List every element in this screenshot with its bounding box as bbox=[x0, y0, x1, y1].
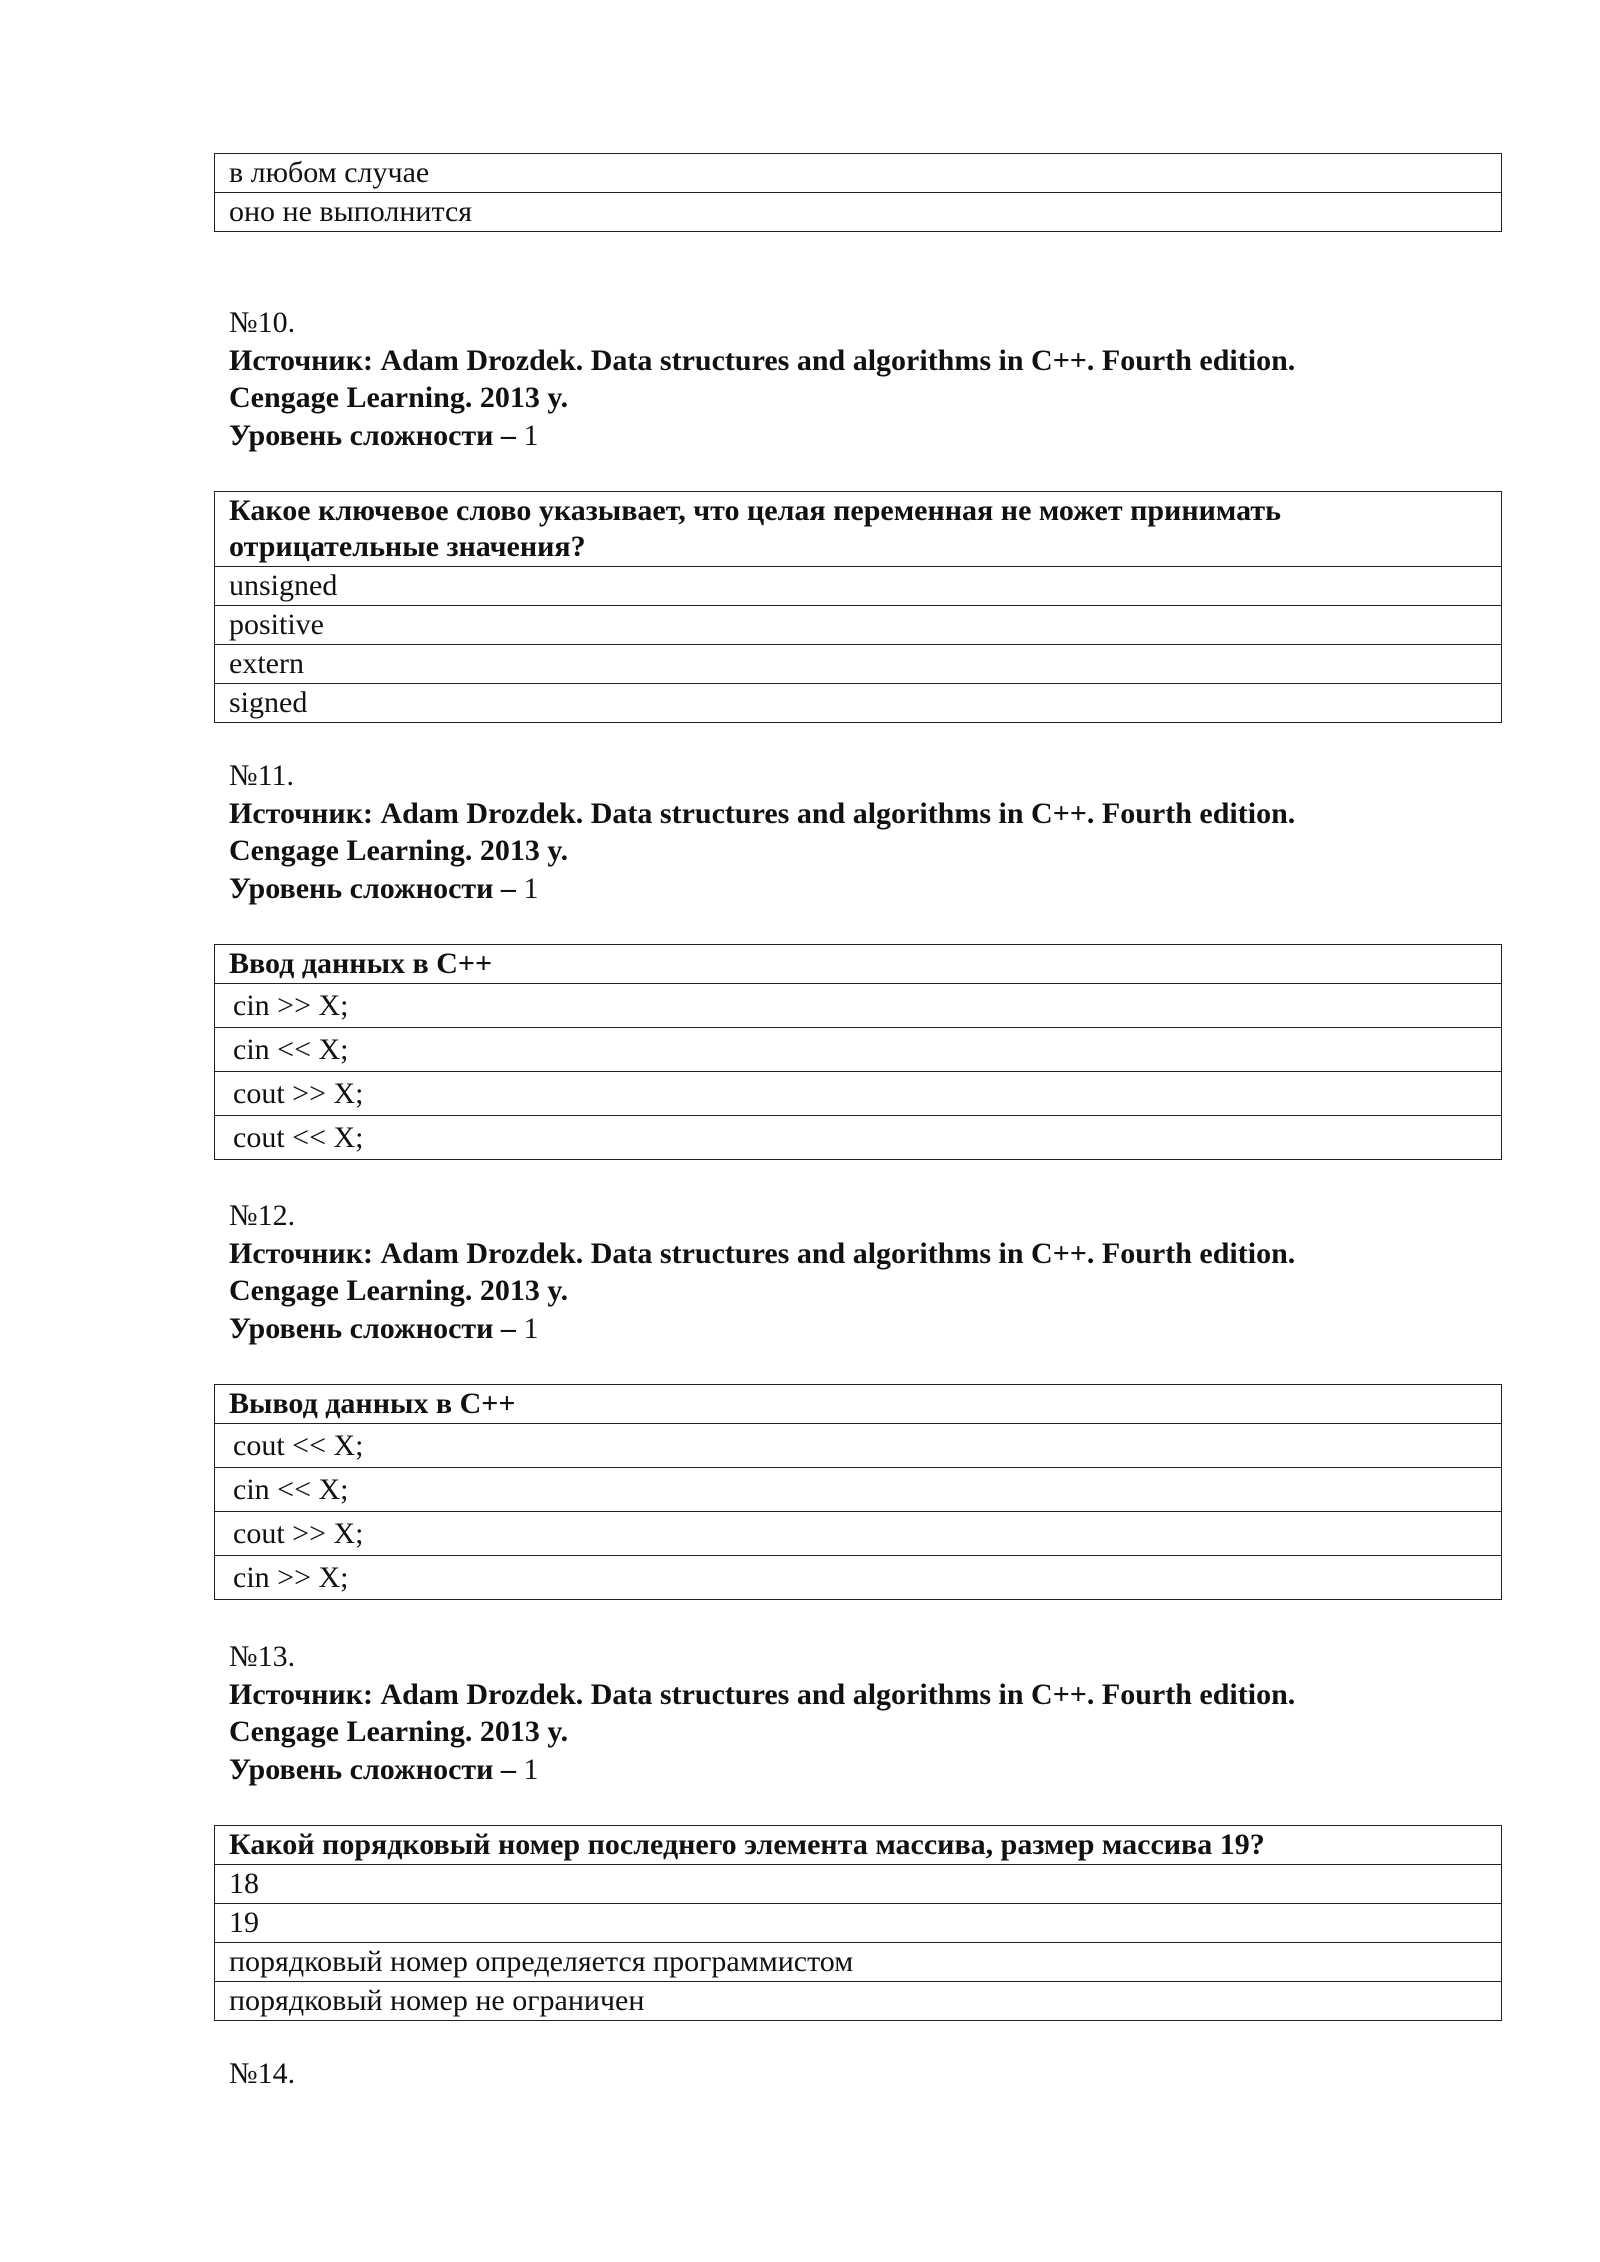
answer-option: cout << X; bbox=[215, 1116, 1502, 1160]
answer-option: 19 bbox=[215, 1904, 1502, 1943]
level-label: Уровень сложности – bbox=[229, 1311, 516, 1345]
answer-option: в любом случае bbox=[215, 154, 1502, 193]
question-table-13 bbox=[214, 1825, 1502, 2021]
source-label: Источник: bbox=[229, 1236, 373, 1270]
answer-option: cin << X; bbox=[215, 1028, 1502, 1072]
table-row bbox=[215, 1468, 1502, 1512]
table-row bbox=[215, 1826, 1502, 1865]
question-text: Вывод данных в C++ bbox=[215, 1385, 1502, 1424]
answer-option: positive bbox=[215, 606, 1502, 645]
question-text: Ввод данных в C++ bbox=[215, 945, 1502, 984]
source-line2: Cengage Learning. 2013 y. bbox=[229, 381, 569, 414]
table-row bbox=[215, 1512, 1502, 1556]
answer-option: оно не выполнится bbox=[215, 193, 1502, 232]
answer-option: cout << X; bbox=[215, 1424, 1502, 1468]
question-number: №12. bbox=[229, 1199, 296, 1232]
answer-option: 18 bbox=[215, 1865, 1502, 1904]
answer-option: порядковый номер не ограничен bbox=[215, 1982, 1502, 2021]
question-number: №10. bbox=[229, 306, 296, 339]
table-row bbox=[215, 492, 1502, 567]
answer-option: extern bbox=[215, 645, 1502, 684]
question-table-12 bbox=[214, 1384, 1502, 1600]
answer-option: cin >> X; bbox=[215, 984, 1502, 1028]
table-row bbox=[215, 1982, 1502, 2021]
source-text: Adam Drozdek. Data structures and algorithms in C++. Fourth edition. bbox=[380, 1677, 1296, 1711]
table-row bbox=[215, 1904, 1502, 1943]
question-header-11 bbox=[229, 757, 1295, 907]
table-row bbox=[215, 945, 1502, 984]
table-row bbox=[215, 1943, 1502, 1982]
level-label: Уровень сложности – bbox=[229, 871, 516, 905]
answer-option: cin << X; bbox=[215, 1468, 1502, 1512]
source-line2: Cengage Learning. 2013 y. bbox=[229, 834, 569, 867]
question-number: №11. bbox=[229, 759, 295, 792]
source-label: Источник: bbox=[229, 343, 373, 377]
question-header-13 bbox=[229, 1638, 1295, 1788]
source-label: Источник: bbox=[229, 1677, 373, 1711]
table-row bbox=[215, 567, 1502, 606]
question-number: №13. bbox=[229, 1640, 296, 1673]
question-number: №14. bbox=[229, 2057, 296, 2090]
answer-option: unsigned bbox=[215, 567, 1502, 606]
level-label: Уровень сложности – bbox=[229, 1752, 516, 1786]
table-row bbox=[215, 1556, 1502, 1600]
prev-answer-table bbox=[214, 153, 1502, 232]
table-row bbox=[215, 645, 1502, 684]
table-row bbox=[215, 1028, 1502, 1072]
source-line2: Cengage Learning. 2013 y. bbox=[229, 1274, 569, 1307]
question-table-11 bbox=[214, 944, 1502, 1160]
answer-option: signed bbox=[215, 684, 1502, 723]
answer-option: cout >> X; bbox=[215, 1512, 1502, 1556]
table-row bbox=[215, 193, 1502, 232]
question-text: Какой порядковый номер последнего элемента массива, размер массива 19? bbox=[215, 1826, 1502, 1865]
table-row bbox=[215, 984, 1502, 1028]
question-header-10 bbox=[229, 304, 1295, 454]
table-row bbox=[215, 1072, 1502, 1116]
question-table-10 bbox=[214, 491, 1502, 723]
answer-option: cout >> X; bbox=[215, 1072, 1502, 1116]
table-row bbox=[215, 606, 1502, 645]
table-row bbox=[215, 684, 1502, 723]
answer-option: порядковый номер определяется программистом bbox=[215, 1943, 1502, 1982]
table-row bbox=[215, 1865, 1502, 1904]
table-row bbox=[215, 154, 1502, 193]
question-header-12 bbox=[229, 1197, 1295, 1347]
level-label: Уровень сложности – bbox=[229, 418, 516, 452]
question-text: Какое ключевое слово указывает, что целая переменная не может принимать отрицательные значения? bbox=[215, 492, 1502, 567]
table-row bbox=[215, 1424, 1502, 1468]
level-value: 1 bbox=[523, 871, 539, 905]
source-label: Источник: bbox=[229, 796, 373, 830]
source-text: Adam Drozdek. Data structures and algorithms in C++. Fourth edition. bbox=[380, 343, 1296, 377]
table-row bbox=[215, 1116, 1502, 1160]
source-text: Adam Drozdek. Data structures and algorithms in C++. Fourth edition. bbox=[380, 796, 1296, 830]
source-line2: Cengage Learning. 2013 y. bbox=[229, 1715, 569, 1748]
answer-option: cin >> X; bbox=[215, 1556, 1502, 1600]
level-value: 1 bbox=[523, 1311, 539, 1345]
table-row bbox=[215, 1385, 1502, 1424]
source-text: Adam Drozdek. Data structures and algorithms in C++. Fourth edition. bbox=[380, 1236, 1296, 1270]
level-value: 1 bbox=[523, 1752, 539, 1786]
question-header-14 bbox=[229, 2055, 295, 2093]
level-value: 1 bbox=[523, 418, 539, 452]
